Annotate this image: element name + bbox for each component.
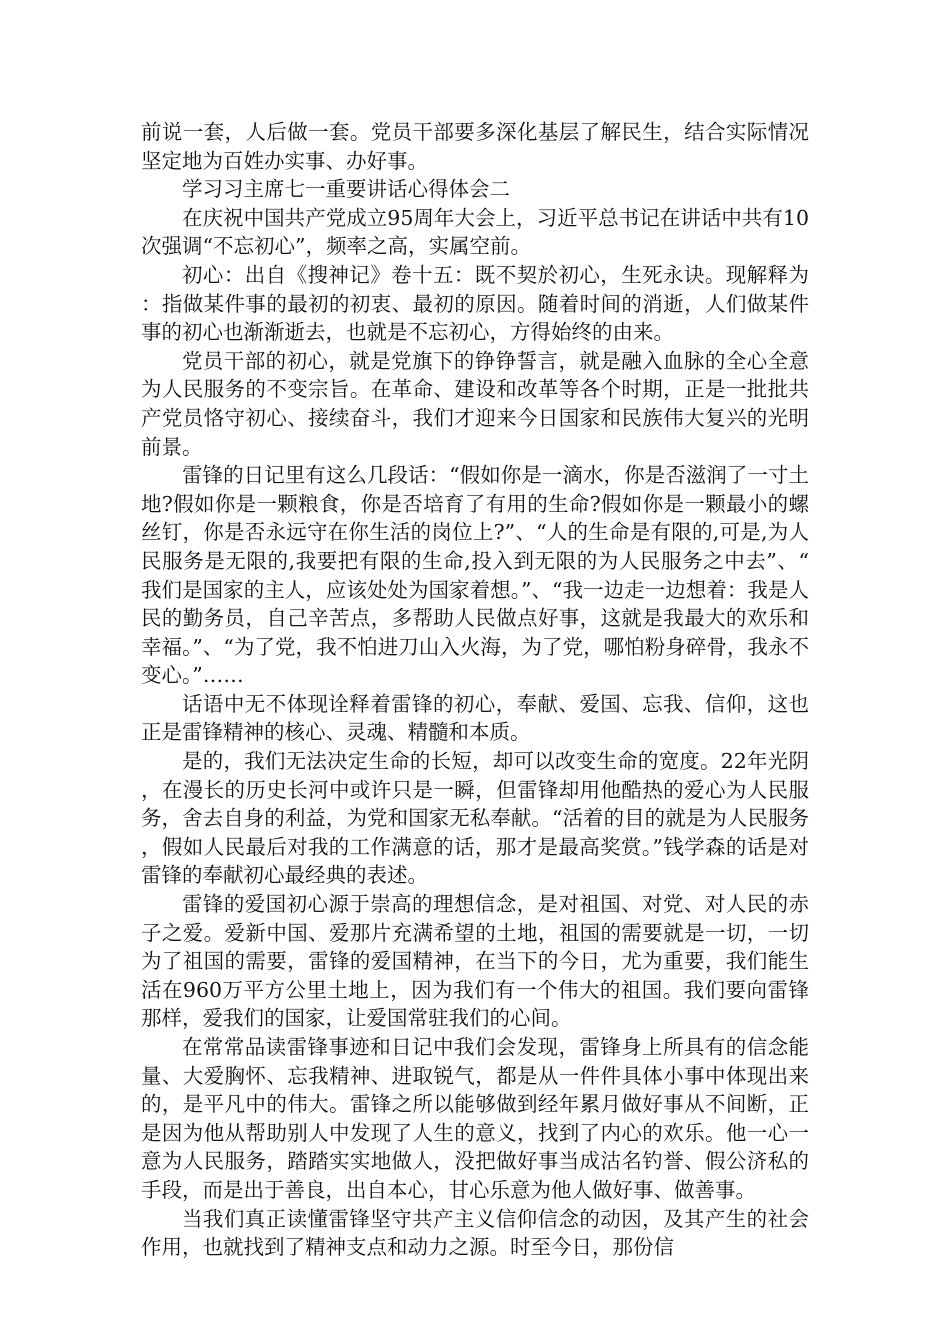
- paragraph: 雷锋的爱国初心源于崇高的理想信念，是对祖国、对党、对人民的赤子之爱。爱新中国、爱那片充满希望的土地，祖国的需要就是一切，一切为了祖国的需要，雷锋的爱国精神，在当下的今日，尤为重要，我们能生活在960万平方公里土地上，因为我们有一个伟大的祖国。我们要向雷锋那样，爱我们的国家，让爱国常驻我们的心间。: [141, 892, 809, 1031]
- document-body: [141, 118, 809, 1262]
- paragraph: 在常常品读雷锋事迹和日记中我们会发现，雷锋身上所具有的信念能量、大爱胸怀、忘我精神、进取锐气，都是从一件件具体小事中体现出来的，是平凡中的伟大。雷锋之所以能够做到经年累月做好事从不间断，正是因为他从帮助别人中发现了人生的意义，找到了内心的欢乐。他一心一意为人民服务，踏踏实实地做人，没把做好事当成沽名钓誉、假公济私的手段，而是出于善良，出自本心，甘心乐意为他人做好事、做善事。: [141, 1035, 809, 1202]
- paragraph: 雷锋的日记里有这么几段话：“假如你是一滴水，你是否滋润了一寸土地?假如你是一颗粮食，你是否培育了有用的生命?假如你是一颗最小的螺丝钉，你是否永远守在你生活的岗位上?”、“人的生命是有限的,可是,为人民服务是无限的,我要把有限的生命,投入到无限的为人民服务之中去”、“我们是国家的主人，应该处处为国家着想。”、“我一边走一边想着：我是人民的勤务员，自己辛苦点，多帮助人民做点好事，这就是我最大的欢乐和幸福。”、“为了党，我不怕进刀山入火海，为了党，哪怕粉身碎骨，我永不变心。”……: [141, 463, 809, 688]
- paragraph: 党员干部的初心，就是党旗下的铮铮誓言，就是融入血脉的全心全意为人民服务的不变宗旨。在革命、建设和改革等各个时期，正是一批批共产党员恪守初心、接续奋斗，我们才迎来今日国家和民族伟大复兴的光明前景。: [141, 348, 809, 459]
- paragraph-continuation: 前说一套，人后做一套。党员干部要多深化基层了解民生，结合实际情况坚定地为百姓办实事、办好事。: [141, 120, 809, 173]
- paragraph: 在庆祝中国共产党成立95周年大会上，习近平总书记在讲话中共有10次强调“不忘初心”，频率之高，实属空前。: [141, 205, 809, 259]
- paragraph: 当我们真正读懂雷锋坚守共产主义信仰信念的动因，及其产生的社会作用，也就找到了精神支点和动力之源。时至今日，那份信: [141, 1206, 809, 1260]
- section-heading: 学习习主席七一重要讲话心得体会二: [182, 177, 510, 202]
- paragraph: 初心：出自《搜神记》卷十五：既不契於初心，生死永诀。现解释为：指做某件事的最初的初衷、最初的原因。随着时间的消逝，人们做某件事的初心也渐渐逝去，也就是不忘初心，方得始终的由来。: [141, 262, 809, 345]
- paragraph: 话语中无不体现诠释着雷锋的初心，奉献、爱国、忘我、信仰，这也正是雷锋精神的核心、灵魂、精髓和本质。: [141, 691, 809, 745]
- paragraph: 是的，我们无法决定生命的长短，却可以改变生命的宽度。22年光阴，在漫长的历史长河中或许只是一瞬，但雷锋却用他酷热的爱心为人民服务，舍去自身的利益，为党和国家无私奉献。“活着的目的就是为人民服务，假如人民最后对我的工作满意的话，那才是最高奖赏。”钱学森的话是对雷锋的奉献初心最经典的表述。: [141, 749, 809, 888]
